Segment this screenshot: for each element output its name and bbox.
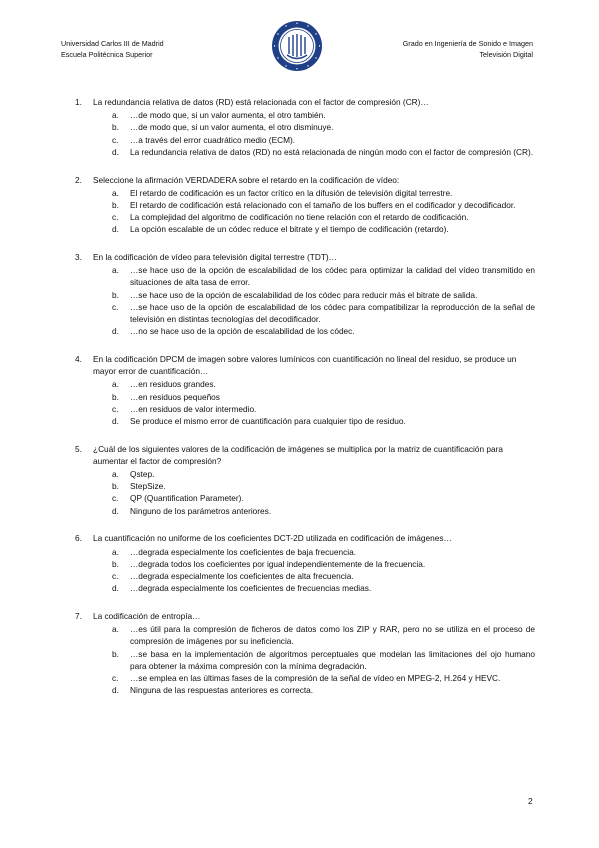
question-list xyxy=(75,96,535,712)
question-text: En la codificación DPCM de imagen sobre valores lumínicos con cuantificación no lineal del residuo, se produce un mayor error de cuantificación… xyxy=(93,353,517,377)
option-text: La complejidad del algoritmo de codificación no tiene relación con el retardo de codificación. xyxy=(130,212,469,223)
question-number: 3. xyxy=(75,252,82,263)
option-text: StepSize. xyxy=(130,481,166,492)
option-text: …en residuos grandes. xyxy=(130,379,216,390)
option-letter: a. xyxy=(112,469,119,480)
option-text: …a través del error cuadrático medio (ECM). xyxy=(130,134,296,145)
option-c xyxy=(112,301,535,325)
option-d xyxy=(112,415,535,427)
option-text: Se produce el mismo error de cuantificación para cualquier tipo de residuo. xyxy=(130,415,406,426)
question-1 xyxy=(75,96,535,158)
question-7 xyxy=(75,610,535,696)
option-d xyxy=(112,505,535,517)
option-letter: c. xyxy=(112,301,119,312)
question-2 xyxy=(75,174,535,236)
option-b xyxy=(112,648,535,672)
option-b xyxy=(112,391,535,403)
question-number: 1. xyxy=(75,97,82,107)
option-letter: b. xyxy=(112,481,119,492)
question-text: En la codificación de vídeo para televisión digital terrestre (TDT)… xyxy=(93,252,337,263)
option-text: …se hace uso de la opción de escalabilidad de los códec para optimizar la calidad del vídeo transmitido en situaciones de alta tasa de error. xyxy=(130,265,535,288)
question-text: Seleccione la afirmación VERDADERA sobre el retardo en la codificación de vídeo: xyxy=(93,174,400,185)
option-text: …degrada todos los coeficientes por igual independientemente de la frecuencia. xyxy=(130,558,426,569)
school-name: Escuela Politécnica Superior xyxy=(61,50,153,59)
option-c xyxy=(112,570,535,582)
option-letter: d. xyxy=(112,415,119,426)
option-d xyxy=(112,146,535,158)
question-number: 6. xyxy=(75,533,82,544)
option-text: …de modo que, si un valor aumenta, el otro también. xyxy=(130,110,326,121)
option-letter: a. xyxy=(112,546,119,557)
option-text: …degrada especialmente los coeficientes de alta frecuencia. xyxy=(130,571,354,581)
option-letter: a. xyxy=(112,379,119,390)
question-text: La cuantificación no uniforme de los coeficientes DCT-2D utilizada en codificación de imágenes… xyxy=(93,533,452,544)
option-b xyxy=(112,558,535,570)
option-text: …no se hace uso de la opción de escalabilidad de los códec. xyxy=(130,326,355,337)
option-letter: d. xyxy=(112,146,119,157)
option-d xyxy=(112,223,535,235)
option-letter: b. xyxy=(112,122,119,133)
option-text: La opción escalable de un códec reduce el bitrate y el tiempo de codificación (retardo). xyxy=(130,224,449,235)
option-letter: b. xyxy=(112,391,119,402)
header-right xyxy=(403,38,533,60)
option-text: …en residuos de valor intermedio. xyxy=(130,403,257,414)
university-name: Universidad Carlos III de Madrid xyxy=(61,39,164,48)
question-text: La codificación de entropía… xyxy=(93,610,201,621)
option-b xyxy=(112,121,535,133)
question-5 xyxy=(75,443,535,517)
option-a xyxy=(112,378,535,390)
option-letter: d. xyxy=(112,326,119,337)
question-3 xyxy=(75,251,535,337)
question-4 xyxy=(75,353,535,427)
option-a xyxy=(112,187,535,199)
option-text: La redundancia relativa de datos (RD) no está relacionada de ningún modo con el factor de compresión (CR). xyxy=(130,146,534,157)
university-seal-logo xyxy=(271,20,323,72)
option-a xyxy=(112,623,535,647)
option-d xyxy=(112,684,535,696)
option-letter: c. xyxy=(112,134,119,145)
option-letter: d. xyxy=(112,505,119,516)
question-number: 5. xyxy=(75,443,82,454)
option-letter: c. xyxy=(112,493,119,504)
page-number: 2 xyxy=(528,796,533,806)
option-c xyxy=(112,403,535,415)
option-letter: a. xyxy=(112,187,119,198)
question-number: 4. xyxy=(75,353,82,364)
course-name: Televisión Digital xyxy=(479,50,533,59)
option-text: …en residuos pequeños xyxy=(130,391,220,402)
option-text: QP (Quantification Parameter). xyxy=(130,493,244,504)
option-letter: c. xyxy=(112,672,119,683)
option-text: Qstep. xyxy=(130,469,155,480)
option-letter: c. xyxy=(112,571,119,581)
header-left xyxy=(61,38,164,60)
option-text: …degrada especialmente los coeficientes de frecuencias medias. xyxy=(130,583,372,594)
degree-name: Grado en Ingeniería de Sonido e Imagen xyxy=(402,39,533,48)
option-letter: a. xyxy=(112,265,119,276)
option-c xyxy=(112,211,535,223)
option-text: Ninguno de los parámetros anteriores. xyxy=(130,505,272,516)
option-d xyxy=(112,582,535,594)
option-text: …se hace uso de la opción de escalabilidad de los códec para reducir más el bitrate de salida. xyxy=(130,289,478,300)
option-a xyxy=(112,546,535,558)
option-d xyxy=(112,325,535,337)
option-b xyxy=(112,480,535,492)
option-c xyxy=(112,492,535,504)
option-letter: b. xyxy=(112,558,119,569)
question-text: ¿Cuál de los siguientes valores de la codificación de imágenes se multiplica por la matriz de cuantificación para aumentar el factor de compresión? xyxy=(93,443,503,466)
option-letter: a. xyxy=(112,110,119,121)
option-text: El retardo de codificación está relacionado con el tamaño de los buffers en el codificador y decodificador. xyxy=(130,199,516,210)
option-c xyxy=(112,672,535,684)
option-letter: d. xyxy=(112,224,119,235)
option-letter: d. xyxy=(112,583,119,594)
option-letter: c. xyxy=(112,212,119,223)
option-b xyxy=(112,289,535,301)
option-letter: a. xyxy=(112,624,119,635)
option-text: …se basa en la implementación de algoritmos perceptuales que modelan las limitaciones del ojo humano para obtener la máxima compresión con la mínima degradación. xyxy=(130,648,535,671)
option-letter: b. xyxy=(112,289,119,300)
option-letter: b. xyxy=(112,199,119,210)
option-a xyxy=(112,468,535,480)
option-text: Ninguna de las respuestas anteriores es correcta. xyxy=(130,685,314,696)
option-letter: b. xyxy=(112,648,119,659)
question-number: 7. xyxy=(75,610,82,621)
question-number: 2. xyxy=(75,174,82,185)
option-text: …es útil para la compresión de ficheros de datos como los ZIP y RAR, pero no se utiliza en el proceso de compresión de imágenes por su ineficiencia. xyxy=(130,624,535,647)
option-a xyxy=(112,264,535,288)
option-letter: d. xyxy=(112,685,119,696)
option-b xyxy=(112,199,535,211)
option-text: …de modo que, si un valor aumenta, el otro disminuye. xyxy=(130,122,334,133)
question-text: La redundancia relativa de datos (RD) está relacionada con el factor de compresión (CR)… xyxy=(93,97,429,107)
option-c xyxy=(112,134,535,146)
option-a xyxy=(112,109,535,121)
question-6 xyxy=(75,532,535,594)
option-text: …se hace uso de la opción de escalabilidad de los códec para compatibilizar la reproducción de la señal de televisión en distintas tecnologías del decodificador. xyxy=(130,301,535,325)
option-text: …degrada especialmente los coeficientes de baja frecuencia. xyxy=(130,546,356,557)
option-letter: c. xyxy=(112,403,119,414)
option-text: …se emplea en las últimas fases de la compresión de la señal de vídeo en MPEG-2, H.264 y HEVC. xyxy=(130,672,501,683)
option-text: El retardo de codificación es un factor crítico en la difusión de televisión digital terrestre. xyxy=(130,187,453,198)
